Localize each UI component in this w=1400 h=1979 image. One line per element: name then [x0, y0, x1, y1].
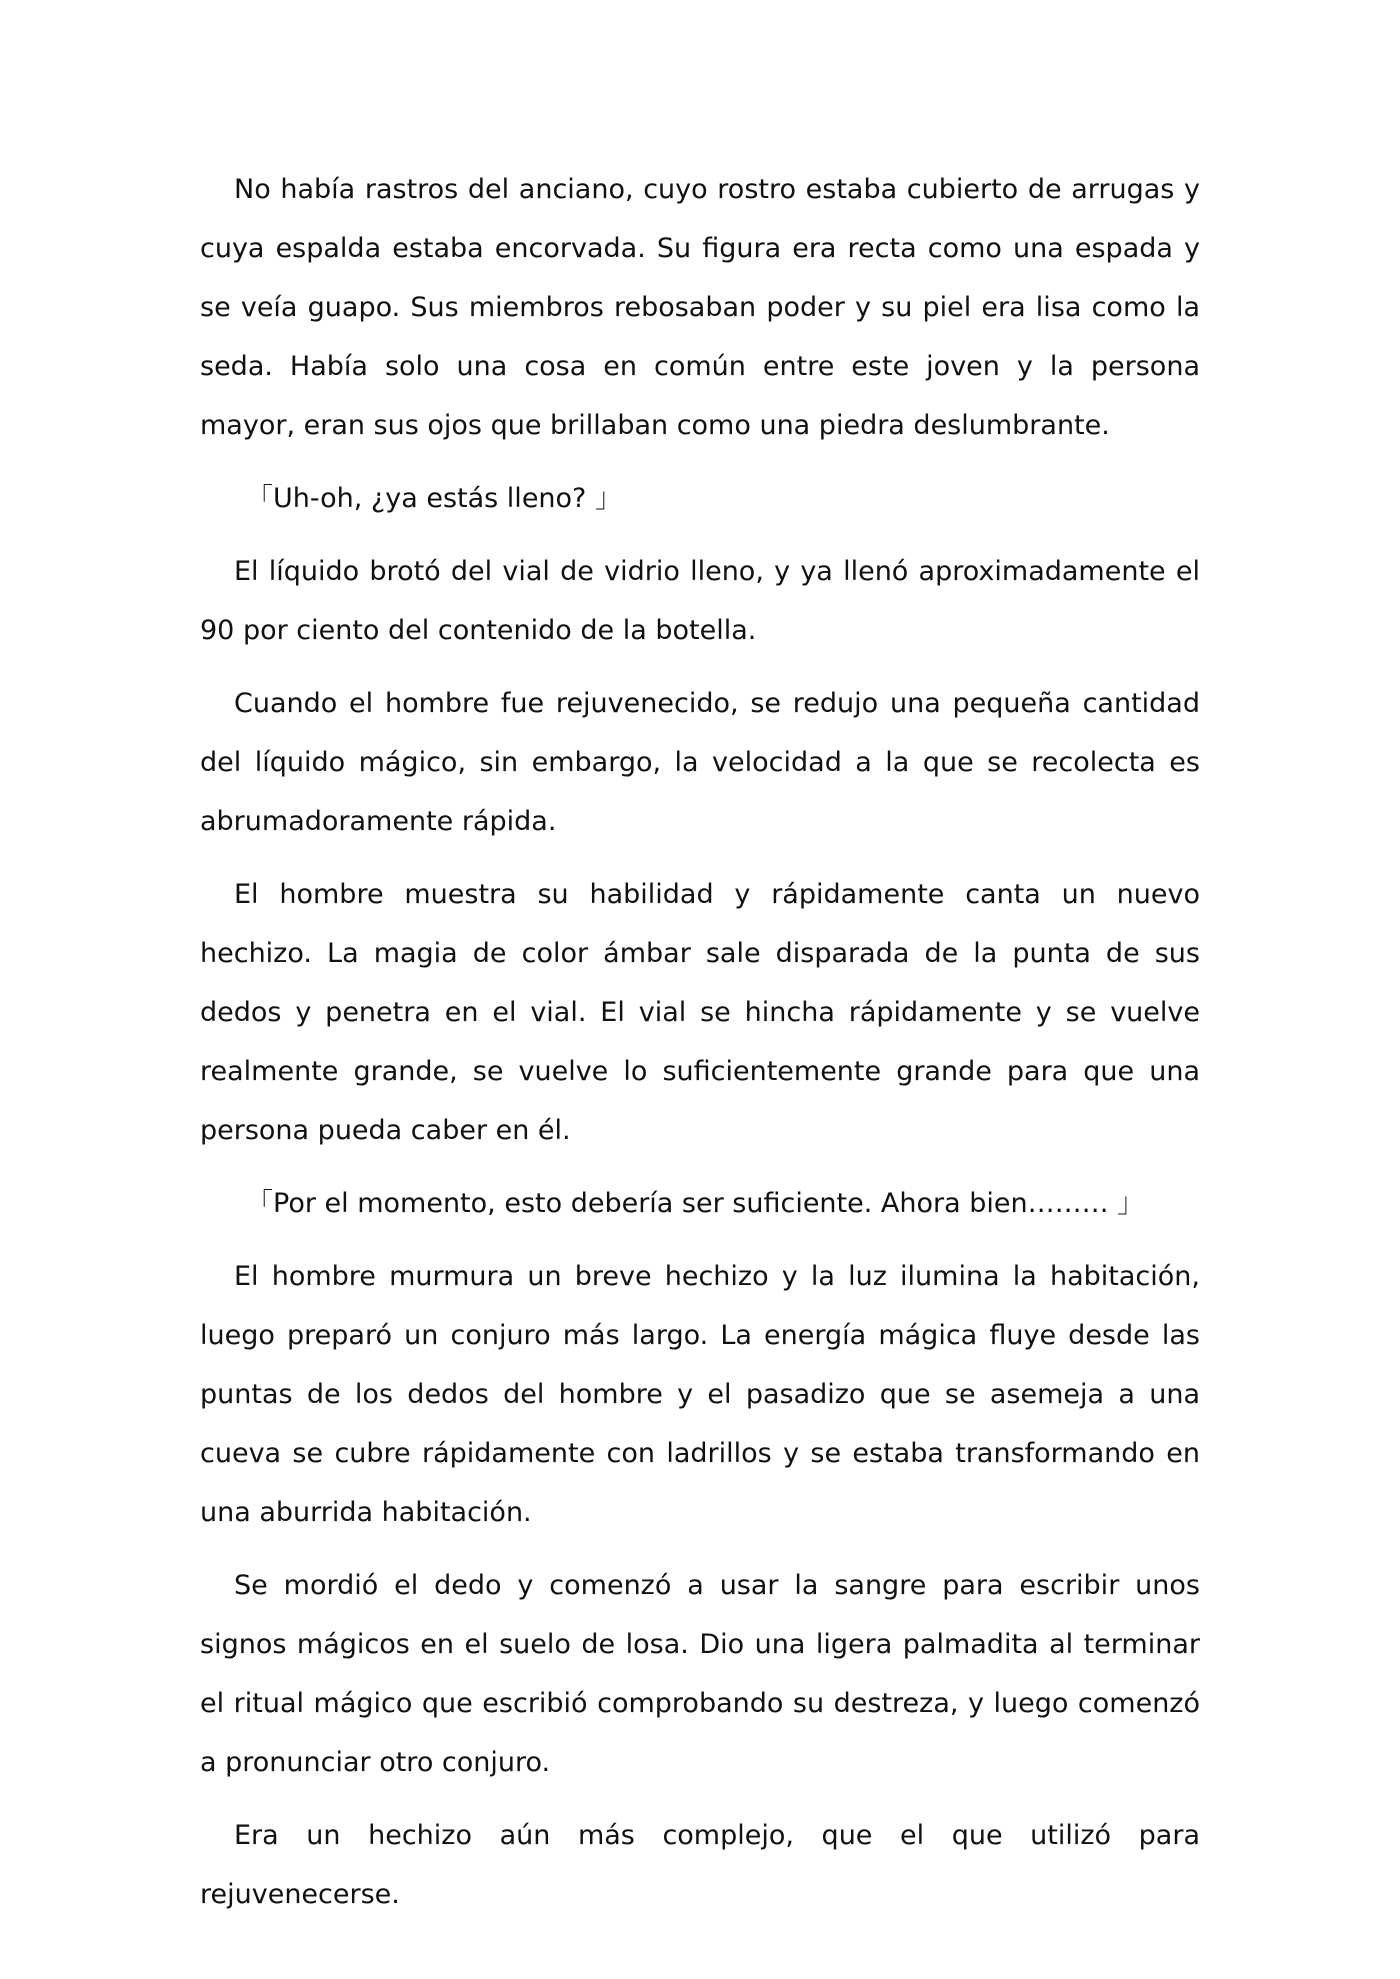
document-page — [200, 160, 1200, 1938]
dialogue-line: 「Uh-oh, ¿ya estás lleno? 」 — [246, 483, 622, 514]
paragraph: No había rastros del anciano, cuyo rostro estaba cubierto de arrugas y cuya espalda estaba encorvada. Su figura era recta como una espada y se veía guapo. Sus miembros rebosaban poder y su piel era lisa como la seda. Había solo una cosa en común entre este joven y la persona mayor, eran sus ojos que brillaban como una piedra deslumbrante. — [200, 174, 1200, 441]
paragraph: El líquido brotó del vial de vidrio lleno, y ya llenó aproximadamente el 90 por ciento del contenido de la botella. — [200, 556, 1200, 646]
paragraph: Cuando el hombre fue rejuvenecido, se redujo una pequeña cantidad del líquido mágico, sin embargo, la velocidad a la que se recolecta es abrumadoramente rápida. — [200, 688, 1200, 837]
paragraph: El hombre muestra su habilidad y rápidamente canta un nuevo hechizo. La magia de color ámbar sale disparada de la punta de sus dedos y penetra en el vial. El vial se hincha rápidamente y se vuelve realmente grande, se vuelve lo suficientemente grande para que una persona pueda caber en él. — [200, 879, 1200, 1146]
paragraph: El hombre murmura un breve hechizo y la luz ilumina la habitación, luego preparó un conjuro más largo. La energía mágica fluye desde las puntas de los dedos del hombre y el pasadizo que se asemeja a una cueva se cubre rápidamente con ladrillos y se estaba transformando en una aburrida habitación. — [200, 1261, 1200, 1528]
paragraph: Se mordió el dedo y comenzó a usar la sangre para escribir unos signos mágicos en el suelo de losa. Dio una ligera palmadita al terminar el ritual mágico que escribió comprobando su destreza, y luego comenzó a pronunciar otro conjuro. — [200, 1570, 1200, 1778]
paragraph: Era un hechizo aún más complejo, que el que utilizó para rejuvenecerse. — [200, 1820, 1200, 1910]
dialogue-line: 「Por el momento, esto debería ser suficiente. Ahora bien……… 」 — [246, 1188, 1145, 1219]
